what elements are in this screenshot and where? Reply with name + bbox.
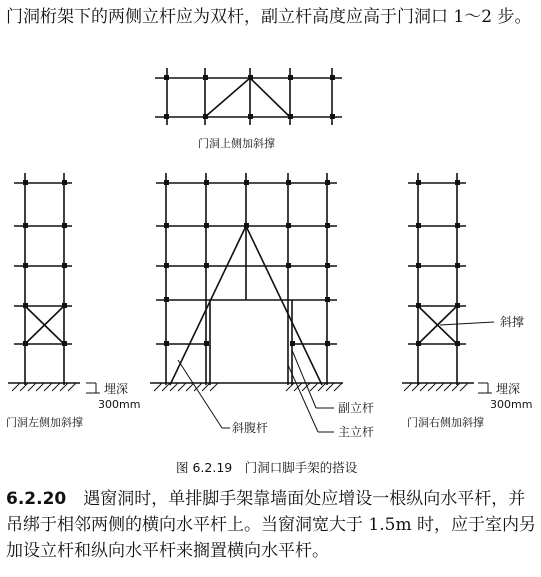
diagonal-brace-label: 斜撑 — [500, 315, 525, 329]
clause-text: 遇窗洞时，单排脚手架靠墙面处应增设一根纵向水平杆，并吊绑于相邻两侧的横向水平杆上。当窗洞宽大于 1.5m 时，应于室内另加设立杆和纵向水平杆来搁置横向水平杆。 — [6, 489, 536, 561]
right-diagram-label: 门洞右侧加斜撑 — [407, 416, 484, 429]
right-scaffold-diagram — [402, 173, 494, 393]
left-depth-value: 300mm — [98, 398, 141, 411]
right-depth-label: 埋深 — [496, 382, 521, 396]
intro-paragraph: 门洞桁架下的两侧立杆应为双杆，副立杆高度应高于门洞口 1～2 步。 — [6, 7, 532, 27]
diagonal-web-label: 斜腹杆 — [232, 421, 269, 435]
main-pole-label: 主立杆 — [338, 425, 375, 439]
top-diagram-label: 门洞上侧加斜撑 — [198, 137, 275, 150]
sub-pole-label: 副立杆 — [338, 401, 375, 415]
left-diagram-label: 门洞左侧加斜撑 — [6, 416, 83, 429]
clause-number: 6.2.20 — [6, 489, 67, 509]
right-depth-value: 300mm — [490, 398, 533, 411]
left-depth-label: 埋深 — [104, 382, 129, 396]
center-scaffold-diagram — [150, 173, 343, 432]
clause-paragraph — [6, 486, 536, 564]
left-scaffold-diagram — [8, 173, 100, 393]
figure-caption: 图 6.2.19 门洞口脚手架的搭设 — [176, 460, 358, 475]
top-scaffold-diagram — [155, 68, 342, 125]
